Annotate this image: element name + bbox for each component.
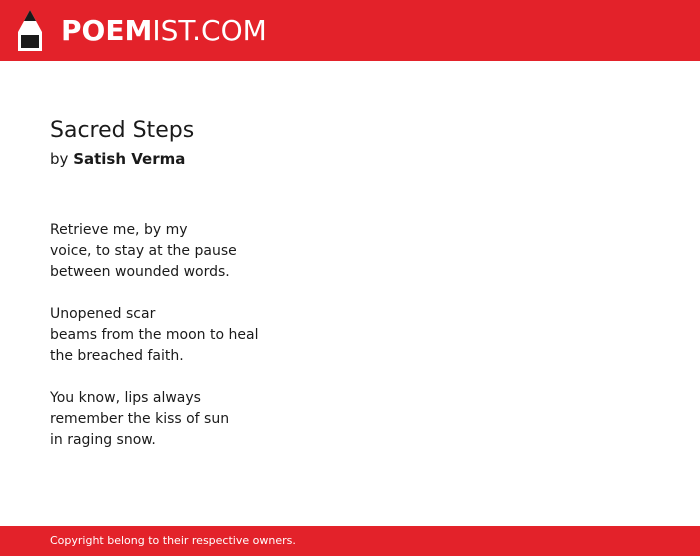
poem-line: in raging snow. <box>50 432 156 448</box>
pencil-icon <box>16 9 44 53</box>
stanza <box>50 388 650 451</box>
poem-line: Unopened scar <box>50 306 156 322</box>
stanza <box>50 220 650 283</box>
poem-body <box>50 220 650 451</box>
byline-prefix: by <box>50 150 69 168</box>
copyright-text: Copyright belong to their respective owners. <box>50 534 296 547</box>
site-logo[interactable] <box>16 9 267 53</box>
poem-line: beams from the moon to heal <box>50 327 259 343</box>
site-header <box>0 0 700 61</box>
site-logo-text <box>61 9 267 53</box>
site-footer <box>0 526 700 556</box>
poem-line: between wounded words. <box>50 264 230 280</box>
poem-byline <box>50 148 650 170</box>
poem-container <box>50 114 650 472</box>
logo-text-bold: POEM <box>61 14 153 47</box>
stanza <box>50 304 650 367</box>
poem-line: Retrieve me, by my <box>50 222 188 238</box>
poem-line: remember the kiss of sun <box>50 411 230 427</box>
poem-line: the breached faith. <box>50 348 184 364</box>
poem-title: Sacred Steps <box>50 118 195 143</box>
poem-line: voice, to stay at the pause <box>50 243 237 259</box>
logo-text-light: IST.COM <box>152 14 267 47</box>
author-link[interactable]: Satish Verma <box>73 150 186 168</box>
poem-line: You know, lips always <box>50 390 201 406</box>
